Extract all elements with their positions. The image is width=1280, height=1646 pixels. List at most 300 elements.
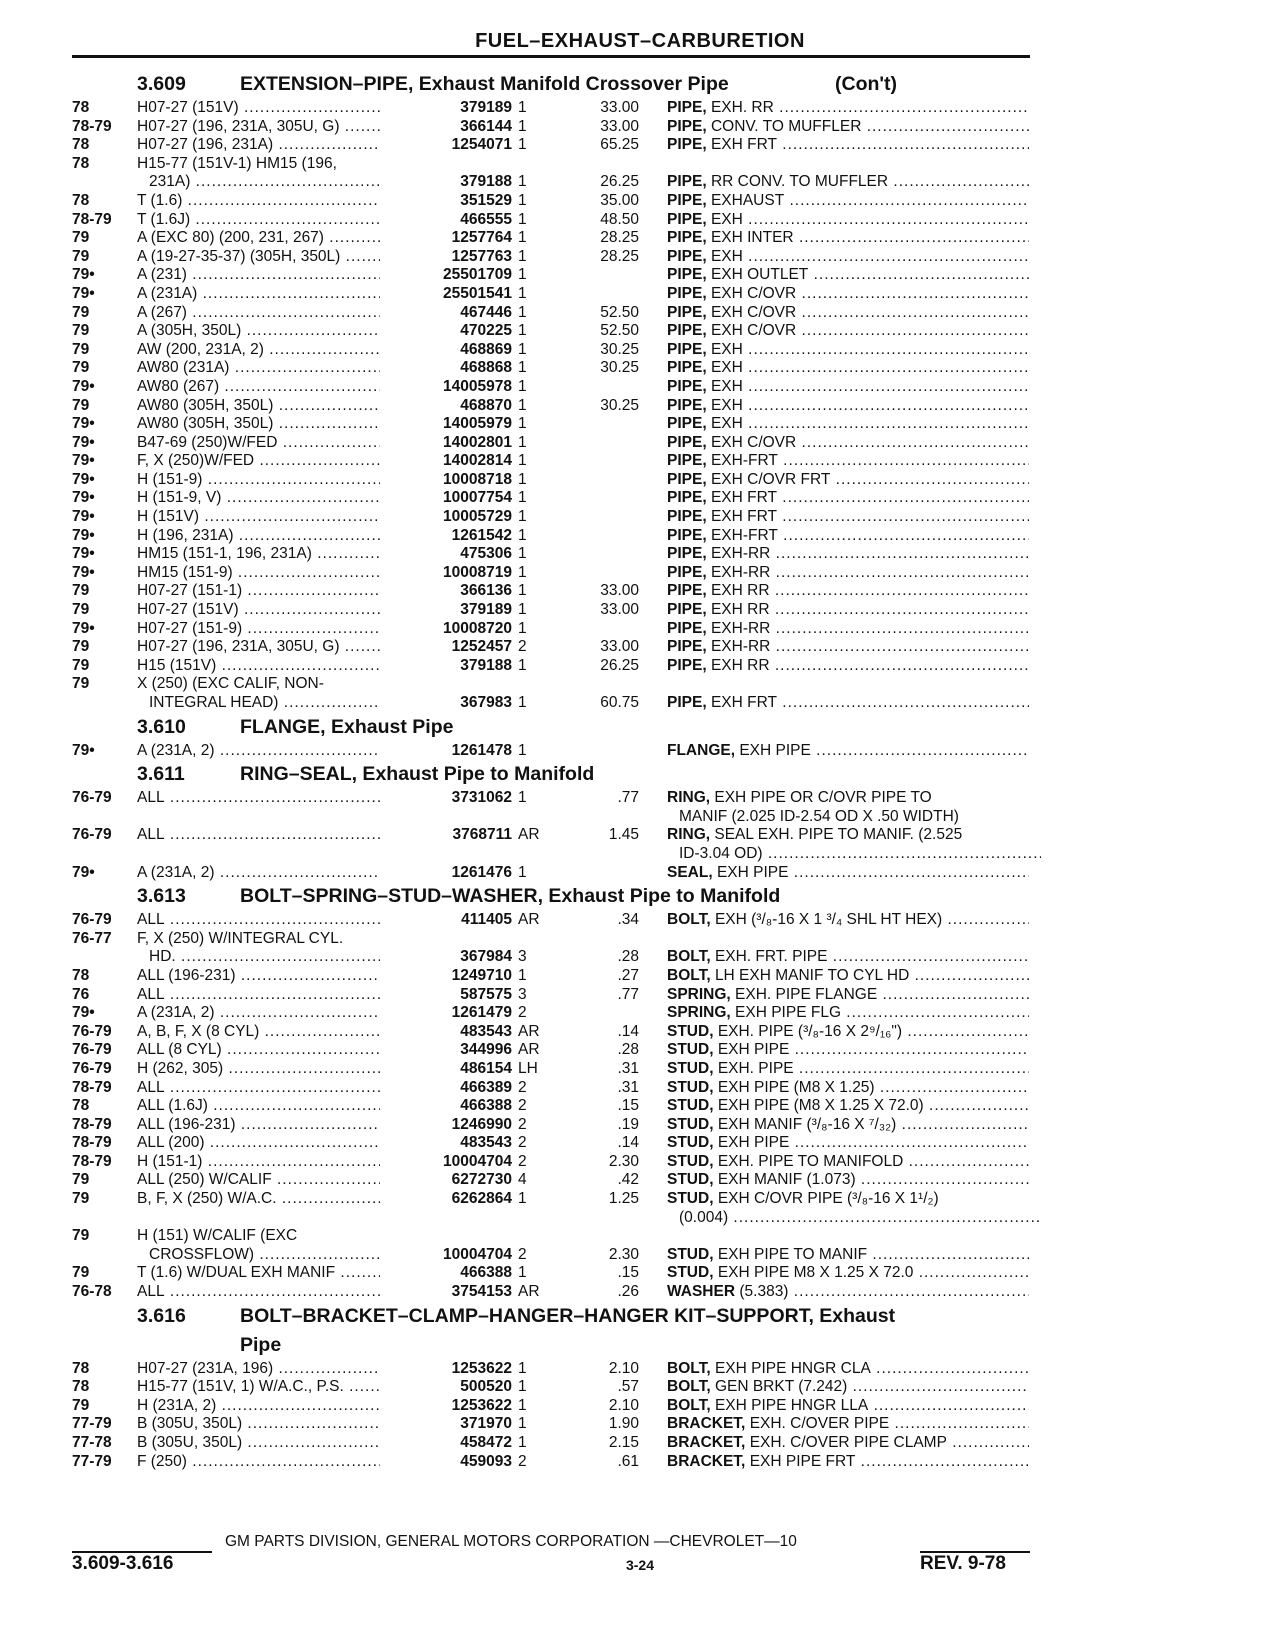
price: .26 xyxy=(617,1283,639,1301)
part-noun: STUD, xyxy=(667,1059,714,1077)
part-description: EXH xyxy=(710,210,743,228)
application: AW80 (305H, 350L) ..... xyxy=(137,415,407,434)
application: ALL ..... xyxy=(137,789,407,808)
part-noun: STUD, xyxy=(667,1171,714,1189)
footer-revision: REV. 9-78 xyxy=(920,1553,1006,1574)
parts-list xyxy=(0,70,1280,1471)
quantity: 1 xyxy=(518,284,527,302)
part-name xyxy=(667,1004,1029,1023)
section-title: BOLT–SPRING–STUD–WASHER, Exhaust Pipe to Manifold xyxy=(240,885,781,908)
price: .27 xyxy=(617,966,639,984)
part-description: EXH. PIPE (³/₈-16 X 2⁹/₁₆") xyxy=(717,1022,903,1040)
part-number: 466388 xyxy=(380,1264,512,1283)
part-number: 468869 xyxy=(380,341,512,360)
price: 2.15 xyxy=(608,1434,639,1451)
application: 231A) ..... xyxy=(137,173,419,192)
part-number: 10005729 xyxy=(380,508,512,527)
part-name xyxy=(667,211,1029,230)
part-noun: STUD, xyxy=(667,1041,714,1059)
quantity: 1 xyxy=(518,508,527,526)
part-number: 3768711 xyxy=(380,826,512,845)
quantity: 1 xyxy=(518,863,527,881)
model-year: 78-79 xyxy=(72,1078,112,1096)
part-description: EXH PIPE xyxy=(716,863,789,881)
section-continued: (Con't) xyxy=(835,73,898,95)
section-heading xyxy=(0,713,1280,742)
model-year: 79• xyxy=(72,545,95,563)
part-name xyxy=(667,1434,1029,1453)
section-heading xyxy=(0,1331,1280,1360)
part-number: 351529 xyxy=(380,192,512,211)
part-row xyxy=(0,378,1280,397)
part-number: 475306 xyxy=(380,545,512,564)
quantity: 1 xyxy=(518,526,527,544)
model-year: 79 xyxy=(72,1171,90,1189)
part-description: EXH xyxy=(710,396,743,414)
quantity: 1 xyxy=(518,266,527,284)
part-number: 468868 xyxy=(380,359,512,378)
application: A (19-27-35-37) (305H, 350L) ..... xyxy=(137,248,407,267)
part-description: EXH. PIPE xyxy=(717,1059,794,1077)
part-noun: PIPE, xyxy=(667,619,707,637)
quantity: 1 xyxy=(518,966,527,984)
part-description: EXH xyxy=(710,415,743,433)
quantity: 1 xyxy=(518,1434,527,1451)
quantity: 1 xyxy=(518,415,527,433)
model-year: 79 xyxy=(72,396,90,414)
part-noun: PIPE, xyxy=(667,247,707,265)
model-year: 76-79 xyxy=(72,1041,112,1059)
section-heading xyxy=(0,882,1280,911)
part-noun: STUD, xyxy=(667,1078,714,1096)
application: ALL ..... xyxy=(137,1079,407,1098)
part-description: EXH-RR xyxy=(710,563,771,581)
part-row-continued xyxy=(0,1227,1280,1246)
part-name xyxy=(667,229,1029,248)
part-row xyxy=(0,489,1280,508)
part-row xyxy=(0,434,1280,453)
part-description: EXH OUTLET xyxy=(710,266,809,284)
application: H (151V) ..... xyxy=(137,508,407,527)
quantity: 1 xyxy=(518,322,527,340)
part-name xyxy=(667,266,1029,285)
part-description: EXH xyxy=(710,377,743,395)
application: ALL (200) ..... xyxy=(137,1134,407,1153)
application: F (250) ..... xyxy=(137,1453,407,1472)
application: INTEGRAL HEAD) ..... xyxy=(137,694,419,713)
part-name xyxy=(667,1134,1029,1153)
part-row xyxy=(0,1060,1280,1079)
section-title: Pipe xyxy=(240,1333,282,1356)
part-row xyxy=(0,911,1280,930)
part-number: 14002801 xyxy=(380,434,512,453)
part-noun: PIPE, xyxy=(667,340,707,358)
application: ALL (196-231) ..... xyxy=(137,967,407,986)
price: 28.25 xyxy=(600,229,639,247)
application: H (196, 231A) ..... xyxy=(137,527,407,546)
quantity: 1 xyxy=(518,601,527,619)
part-noun: FLANGE, xyxy=(667,741,736,759)
part-number: 1253622 xyxy=(380,1397,512,1416)
model-year: 77-78 xyxy=(72,1434,112,1451)
part-row xyxy=(0,136,1280,155)
part-description: EXH-RR xyxy=(710,638,771,656)
part-description: EXH PIPE HNGR CLA xyxy=(714,1359,871,1377)
part-number: 14002814 xyxy=(380,452,512,471)
quantity: AR xyxy=(518,1283,540,1301)
part-row xyxy=(0,415,1280,434)
part-description: EXH RR xyxy=(710,656,770,674)
part-noun: PIPE, xyxy=(667,322,707,340)
part-row xyxy=(0,1378,1280,1397)
part-number: 1261542 xyxy=(380,527,512,546)
price: .57 xyxy=(617,1378,639,1396)
part-noun: BOLT, xyxy=(667,1359,711,1377)
part-number: 10004704 xyxy=(380,1153,512,1172)
part-number: 486154 xyxy=(380,1060,512,1079)
part-row xyxy=(0,1171,1280,1190)
price: 2.30 xyxy=(608,1152,639,1170)
application: ALL (250) W/CALIF ..... xyxy=(137,1171,407,1190)
model-year: 77-79 xyxy=(72,1452,112,1470)
application: A (305H, 350L) ..... xyxy=(137,322,407,341)
application: H07-27 (151V) ..... xyxy=(137,99,407,118)
part-row xyxy=(0,192,1280,211)
part-name xyxy=(667,986,1029,1005)
application: T (1.6) ..... xyxy=(137,192,407,211)
model-year: 79• xyxy=(72,1004,95,1022)
part-row xyxy=(0,582,1280,601)
model-year: 79• xyxy=(72,489,95,507)
model-year: 79• xyxy=(72,508,95,526)
part-description: EXH. C/OVER PIPE xyxy=(749,1415,890,1433)
quantity: 1 xyxy=(518,656,527,674)
quantity: AR xyxy=(518,1041,540,1059)
application: H07-27 (151-1) ..... xyxy=(137,582,407,601)
part-name xyxy=(667,1264,1029,1283)
part-name xyxy=(667,1023,1029,1042)
model-year: 79• xyxy=(72,452,95,470)
part-name xyxy=(667,452,1029,471)
part-name xyxy=(667,136,1029,155)
part-name xyxy=(667,471,1029,490)
part-noun: PIPE, xyxy=(667,582,707,600)
part-number: 344996 xyxy=(380,1041,512,1060)
part-description: MANIF (2.025 ID-2.54 OD X .50 WIDTH) xyxy=(679,807,959,825)
quantity: 1 xyxy=(518,1378,527,1396)
price: 35.00 xyxy=(600,191,639,209)
part-noun: STUD, xyxy=(667,1152,714,1170)
part-name xyxy=(667,378,1029,397)
model-year: 78 xyxy=(72,966,90,984)
quantity: 2 xyxy=(518,1245,527,1263)
price: 1.90 xyxy=(608,1415,639,1433)
model-year: 79• xyxy=(72,284,95,302)
part-number: 10008718 xyxy=(380,471,512,490)
application: T (1.6J) ..... xyxy=(137,211,407,230)
application: H15 (151V) ..... xyxy=(137,657,407,676)
part-noun: PIPE, xyxy=(667,191,707,209)
part-number: 14005979 xyxy=(380,415,512,434)
part-description: EXH PIPE FLG xyxy=(735,1004,841,1022)
quantity: 2 xyxy=(518,1097,527,1115)
part-row xyxy=(0,1041,1280,1060)
part-row xyxy=(0,948,1280,967)
model-year: 78 xyxy=(72,191,90,209)
model-year: 76-79 xyxy=(72,826,112,844)
model-year: 79 xyxy=(72,322,90,340)
price: 30.25 xyxy=(600,340,639,358)
application: H15-77 (151V, 1) W/A.C., P.S. ..... xyxy=(137,1378,407,1397)
price: 33.00 xyxy=(600,99,639,116)
part-row-continued xyxy=(0,930,1280,949)
quantity: 1 xyxy=(518,340,527,358)
part-row xyxy=(0,99,1280,118)
application: AW80 (231A) ..... xyxy=(137,359,407,378)
part-number: 1246990 xyxy=(380,1116,512,1135)
part-name xyxy=(667,1246,1029,1265)
part-name xyxy=(667,322,1029,341)
part-row xyxy=(0,248,1280,267)
part-noun: PIPE, xyxy=(667,136,707,154)
part-number: 1261479 xyxy=(380,1004,512,1023)
application: A (231A, 2) ..... xyxy=(137,742,407,761)
quantity: 1 xyxy=(518,377,527,395)
part-row xyxy=(0,527,1280,546)
part-name xyxy=(667,638,1029,657)
application: H07-27 (196, 231A, 305U, G) ..... xyxy=(137,118,407,137)
part-name xyxy=(667,285,1029,304)
part-row xyxy=(0,564,1280,583)
footer-division: GM PARTS DIVISION, GENERAL MOTORS CORPORATION —CHEVROLET—10 xyxy=(225,1533,797,1550)
price: .28 xyxy=(617,1041,639,1059)
quantity: 1 xyxy=(518,489,527,507)
part-noun: BRACKET, xyxy=(667,1452,746,1470)
part-noun: BOLT, xyxy=(667,1396,711,1414)
model-year: 79• xyxy=(72,526,95,544)
part-description: EXH PIPE (M8 X 1.25 X 72.0) xyxy=(717,1097,924,1115)
price: 48.50 xyxy=(600,210,639,228)
model-year: 76-78 xyxy=(72,1283,112,1301)
quantity: 1 xyxy=(518,433,527,451)
part-number: 10004704 xyxy=(380,1246,512,1265)
model-year: 76-79 xyxy=(72,1059,112,1077)
quantity: 1 xyxy=(518,1264,527,1282)
part-noun: PIPE, xyxy=(667,377,707,395)
part-name xyxy=(667,826,1029,845)
part-number: 1252457 xyxy=(380,638,512,657)
part-name xyxy=(667,397,1029,416)
part-row xyxy=(0,1134,1280,1153)
part-number: 483543 xyxy=(380,1134,512,1153)
part-name xyxy=(667,1453,1029,1472)
quantity: 2 xyxy=(518,1134,527,1152)
model-year: 78 xyxy=(72,1097,90,1115)
part-name xyxy=(667,1190,1029,1209)
part-name xyxy=(667,1116,1029,1135)
part-number: 466555 xyxy=(380,211,512,230)
application: A (267) ..... xyxy=(137,304,407,323)
part-description: EXH C/OVR PIPE (³/₈-16 X 1¹/₂) xyxy=(717,1190,939,1208)
quantity: AR xyxy=(518,911,540,929)
part-number: 10008719 xyxy=(380,564,512,583)
part-description: EXH C/OVR xyxy=(710,433,797,451)
price: .31 xyxy=(617,1078,639,1096)
section-heading xyxy=(0,1302,1280,1331)
quantity: AR xyxy=(518,826,540,844)
application: CROSSFLOW) ..... xyxy=(137,1246,419,1265)
footer-page-number: 3-24 xyxy=(625,1557,655,1573)
part-name xyxy=(667,1378,1029,1397)
price: .34 xyxy=(617,911,639,929)
part-number: 379188 xyxy=(380,173,512,192)
part-description: EXH FRT xyxy=(710,694,777,711)
part-description: SEAL EXH. PIPE TO MANIF. (2.525 xyxy=(714,826,963,844)
part-row xyxy=(0,1283,1280,1302)
application: A (231A) ..... xyxy=(137,285,407,304)
model-year: 78-79 xyxy=(72,1134,112,1152)
quantity: 2 xyxy=(518,1115,527,1133)
section-title: EXTENSION–PIPE, Exhaust Manifold Crossover Pipe xyxy=(240,73,729,95)
part-row xyxy=(0,1023,1280,1042)
part-description-continued xyxy=(0,808,1280,827)
application: H07-27 (196, 231A) ..... xyxy=(137,136,407,155)
model-year: 79 xyxy=(72,303,90,321)
part-name xyxy=(667,527,1029,546)
part-noun: BOLT, xyxy=(667,966,711,984)
part-row xyxy=(0,359,1280,378)
part-row xyxy=(0,1097,1280,1116)
part-number: 25501709 xyxy=(380,266,512,285)
part-noun: PIPE, xyxy=(667,433,707,451)
application: ALL ..... xyxy=(137,911,407,930)
application: A (EXC 80) (200, 231, 267) ..... xyxy=(137,229,407,248)
part-description: EXH RR xyxy=(710,582,770,600)
part-name xyxy=(667,1283,1029,1302)
part-name xyxy=(667,1415,1029,1434)
application: ALL (8 CYL) ..... xyxy=(137,1041,407,1060)
application: ALL (1.6J) ..... xyxy=(137,1097,407,1116)
part-number: 1261478 xyxy=(380,742,512,761)
part-description: EXH. PIPE FLANGE xyxy=(735,985,878,1003)
price: 33.00 xyxy=(600,582,639,600)
price: .42 xyxy=(617,1171,639,1189)
part-noun: STUD, xyxy=(667,1022,714,1040)
section-title: RING–SEAL, Exhaust Pipe to Manifold xyxy=(240,763,595,786)
part-row xyxy=(0,638,1280,657)
part-noun: PIPE, xyxy=(667,117,707,135)
part-description-continued xyxy=(0,845,1280,864)
part-name xyxy=(667,545,1029,564)
part-noun: BOLT, xyxy=(667,1378,711,1396)
application: HM15 (151-1, 196, 231A) ..... xyxy=(137,545,407,564)
section-number: 3.616 xyxy=(137,1304,186,1327)
application: F, X (250) W/INTEGRAL CYL. xyxy=(137,929,344,947)
model-year: 79• xyxy=(72,741,95,759)
part-number: 6272730 xyxy=(380,1171,512,1190)
price: .28 xyxy=(617,948,639,966)
part-number: 470225 xyxy=(380,322,512,341)
part-number: 458472 xyxy=(380,1434,512,1453)
model-year: 79 xyxy=(72,601,90,619)
part-row xyxy=(0,341,1280,360)
section-number: 3.611 xyxy=(137,763,185,786)
part-description: EXH PIPE OR C/OVR PIPE TO xyxy=(714,789,932,807)
part-number: 467446 xyxy=(380,304,512,323)
part-row xyxy=(0,1415,1280,1434)
part-name xyxy=(667,657,1029,676)
part-name xyxy=(667,948,1029,967)
part-description: GEN BRKT (7.242) xyxy=(714,1378,848,1396)
part-description: EXH xyxy=(710,359,743,377)
part-description: EXH xyxy=(710,340,743,358)
part-name xyxy=(667,1097,1029,1116)
part-row xyxy=(0,967,1280,986)
quantity: 1 xyxy=(518,452,527,470)
model-year: 79 xyxy=(72,1396,90,1414)
part-number: 1254071 xyxy=(380,136,512,155)
model-year: 79 xyxy=(72,229,90,247)
quantity: 1 xyxy=(518,545,527,563)
part-description: (0.004) ..... xyxy=(667,1209,1041,1228)
part-name xyxy=(667,508,1029,527)
part-row xyxy=(0,173,1280,192)
part-name xyxy=(667,341,1029,360)
price: .14 xyxy=(617,1022,639,1040)
price: 33.00 xyxy=(600,601,639,619)
model-year: 78 xyxy=(72,1378,90,1396)
application: ALL ..... xyxy=(137,826,407,845)
application: B47-69 (250)W/FED ..... xyxy=(137,434,407,453)
part-noun: WASHER xyxy=(667,1283,736,1301)
part-noun: BRACKET, xyxy=(667,1434,746,1451)
price: 60.75 xyxy=(600,694,639,711)
quantity: 1 xyxy=(518,619,527,637)
part-number: 587575 xyxy=(380,986,512,1005)
part-noun: STUD, xyxy=(667,1264,714,1282)
part-row-continued xyxy=(0,675,1280,694)
quantity: 2 xyxy=(518,1004,527,1022)
section-heading xyxy=(0,70,1280,99)
part-noun: PIPE, xyxy=(667,601,707,619)
part-row xyxy=(0,657,1280,676)
part-name xyxy=(667,601,1029,620)
quantity: 3 xyxy=(518,985,527,1003)
part-description: EXH MANIF (1.073) xyxy=(717,1171,856,1189)
part-name xyxy=(667,192,1029,211)
part-description: EXH. PIPE TO MANIFOLD xyxy=(717,1152,904,1170)
part-noun: SPRING, xyxy=(667,985,731,1003)
price: .61 xyxy=(617,1452,639,1470)
part-row-continued xyxy=(0,155,1280,174)
quantity: 1 xyxy=(518,359,527,377)
part-noun: PIPE, xyxy=(667,489,707,507)
application: AW80 (305H, 350L) ..... xyxy=(137,397,407,416)
part-noun: PIPE, xyxy=(667,303,707,321)
part-noun: PIPE, xyxy=(667,638,707,656)
application: H07-27 (151-9) ..... xyxy=(137,620,407,639)
part-row xyxy=(0,1246,1280,1265)
price: 33.00 xyxy=(600,638,639,656)
part-row xyxy=(0,304,1280,323)
quantity: 1 xyxy=(518,173,527,191)
part-name xyxy=(667,742,1029,761)
part-noun: BOLT, xyxy=(667,948,711,966)
price: 26.25 xyxy=(600,656,639,674)
part-number: 10007754 xyxy=(380,489,512,508)
model-year: 79• xyxy=(72,266,95,284)
model-year: 79 xyxy=(72,638,90,656)
